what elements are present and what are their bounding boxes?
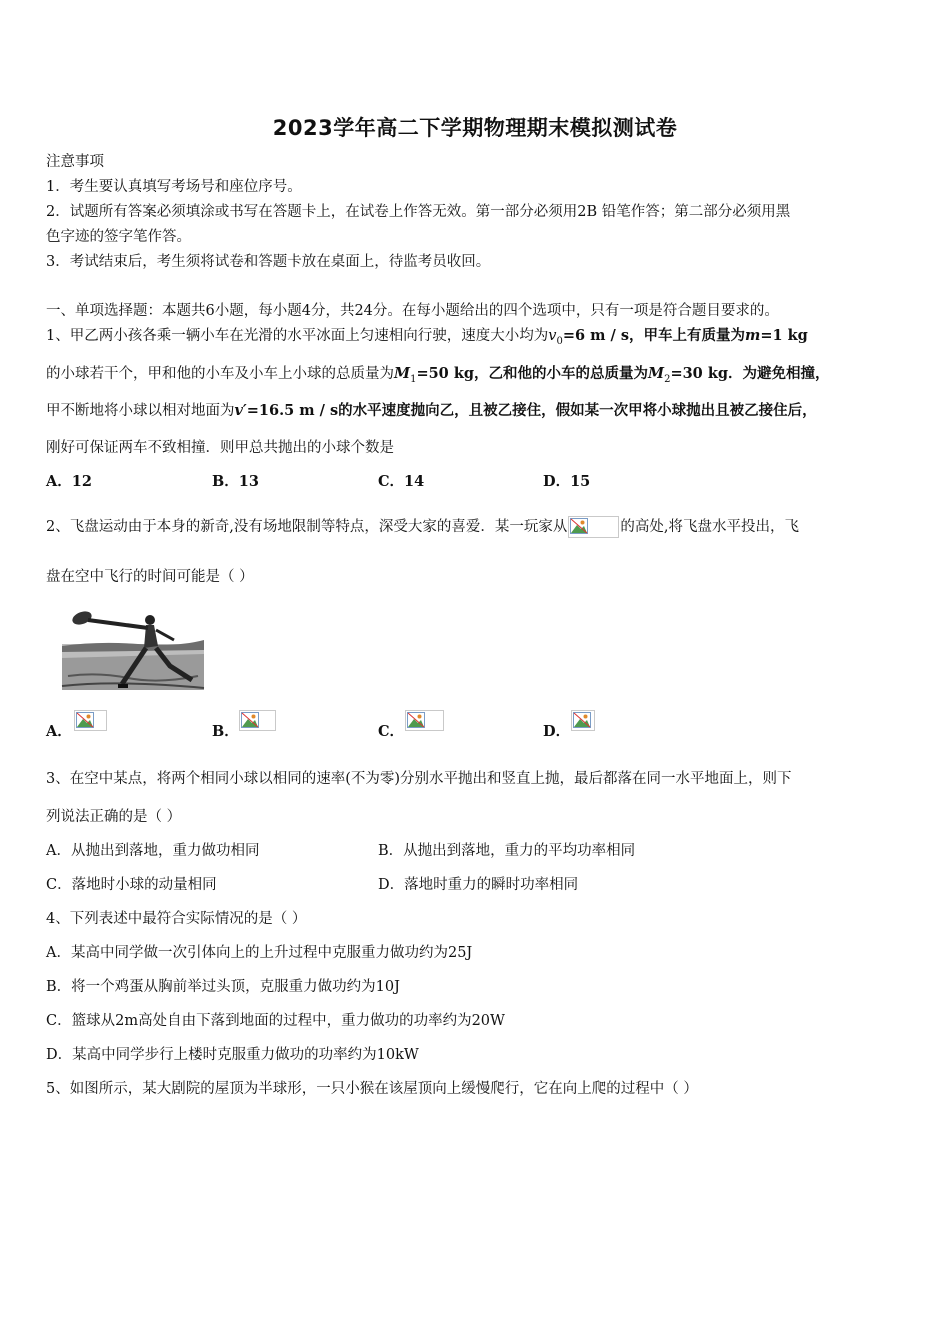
option-a: A．某高中同学做一次引体向上的上升过程中克服重力做功约为25J (46, 945, 473, 961)
question-3-line: 3、在空中某点，将两个相同小球以相同的速率(不为零)分别水平抛出和竖直上抛，最后都落在同一水平地面上，则下 (46, 771, 792, 787)
question-1-line (46, 401, 817, 421)
broken-image-icon (239, 710, 276, 731)
label: B． (212, 723, 239, 740)
text: 2、飞盘运动由于本身的新奇,没有场地限制等特点，深受大家的喜爱．某一玩家从 (46, 519, 568, 535)
broken-image-icon (405, 710, 444, 731)
option-c: C．落地时小球的动量相同 (46, 877, 217, 893)
question-1-line (46, 326, 808, 352)
question-2-line (46, 516, 799, 538)
page-title: 2023学年高二下学期物理期末模拟测试卷 (272, 116, 678, 140)
notice-item: 色字迹的签字笔作答。 (46, 229, 191, 245)
notice-item: 2．试题所有答案必须填涂或书写在答题卡上，在试卷上作答无效。第一部分必须用2B 铅笔作答；第二部分必须用黑 (46, 204, 791, 220)
option-c (378, 722, 404, 742)
text: =16.5 m / s的水平速度抛向乙，且被乙接住，假如某一次甲将小球抛出且被乙接住后， (246, 402, 817, 419)
label: A． (46, 723, 72, 740)
option-b: B．从抛出到落地，重力的平均功率相同 (378, 843, 636, 859)
text: =30 kg．为避免相撞， (670, 365, 830, 382)
text: =1 kg (760, 327, 808, 344)
notice-item: 1．考生要认真填写考场号和座位序号。 (46, 179, 302, 195)
broken-image-icon (74, 710, 107, 731)
label: C． (378, 723, 405, 740)
option-a: A．从抛出到落地，重力做功相同 (46, 843, 260, 859)
option-d (543, 722, 570, 742)
text: =50 kg，乙和他的小车的总质量为 (416, 365, 648, 382)
subscript: 0 (556, 335, 563, 347)
option-a: A．12 (46, 473, 92, 490)
option-d: D．15 (543, 473, 591, 490)
subscript: 1 (410, 373, 417, 385)
broken-image-icon (568, 516, 619, 538)
text: =6 m / s，甲车上有质量为 (562, 327, 745, 344)
text: 的小球若干个，甲和他的小车及小车上小球的总质量为 (46, 366, 394, 382)
option-c: C．篮球从2m高处自由下落到地面的过程中，重力做功的功率约为20W (46, 1013, 505, 1029)
question-1-line: 刚好可保证两车不致相撞．则甲总共抛出的小球个数是 (46, 440, 394, 456)
symbol-m: m (745, 327, 761, 344)
question-5-line: 5、如图所示，某大剧院的屋顶为半球形，一只小猴在该屋顶向上缓慢爬行，它在向上爬的过程中（ ） (46, 1081, 698, 1097)
broken-image-icon (571, 710, 595, 731)
option-d: D．落地时重力的瞬时功率相同 (378, 877, 579, 893)
question-1-line (46, 364, 830, 390)
subscript: 2 (664, 373, 671, 385)
question-2-line: 盘在空中飞行的时间可能是（ ） (46, 569, 254, 585)
text: 的高处,将飞盘水平投出，飞 (620, 519, 799, 535)
option-a (46, 722, 72, 742)
notice-item: 3．考试结束后，考生须将试卷和答题卡放在桌面上，待监考员收回。 (46, 254, 491, 270)
option-d: D．某高中同学步行上楼时克服重力做功的功率约为10kW (46, 1047, 419, 1063)
notice-heading: 注意事项 (46, 154, 104, 170)
symbol-v0: v (548, 328, 557, 344)
frisbee-player-photo (58, 606, 206, 694)
option-b: B．将一个鸡蛋从胸前举过头顶，克服重力做功约为10J (46, 979, 400, 995)
option-b (212, 722, 239, 742)
option-c: C．14 (378, 473, 425, 490)
label: D． (543, 723, 571, 740)
section-heading: 一、单项选择题：本题共6小题，每小题4分，共24分。在每小题给出的四个选项中，只有一项是符合题目要求的。 (46, 303, 779, 319)
question-4-line: 4、下列表述中最符合实际情况的是（ ） (46, 911, 307, 927)
symbol-M2: M (648, 365, 665, 382)
question-3-line: 列说法正确的是（ ） (46, 809, 182, 825)
symbol-M1: M (394, 365, 411, 382)
text: 甲不断地将小球以相对地面为 (46, 403, 235, 419)
symbol-v-prime: v′ (234, 402, 247, 419)
option-b: B．13 (212, 473, 259, 490)
text: 1、甲乙两小孩各乘一辆小车在光滑的水平冰面上匀速相向行驶，速度大小均为 (46, 328, 549, 344)
